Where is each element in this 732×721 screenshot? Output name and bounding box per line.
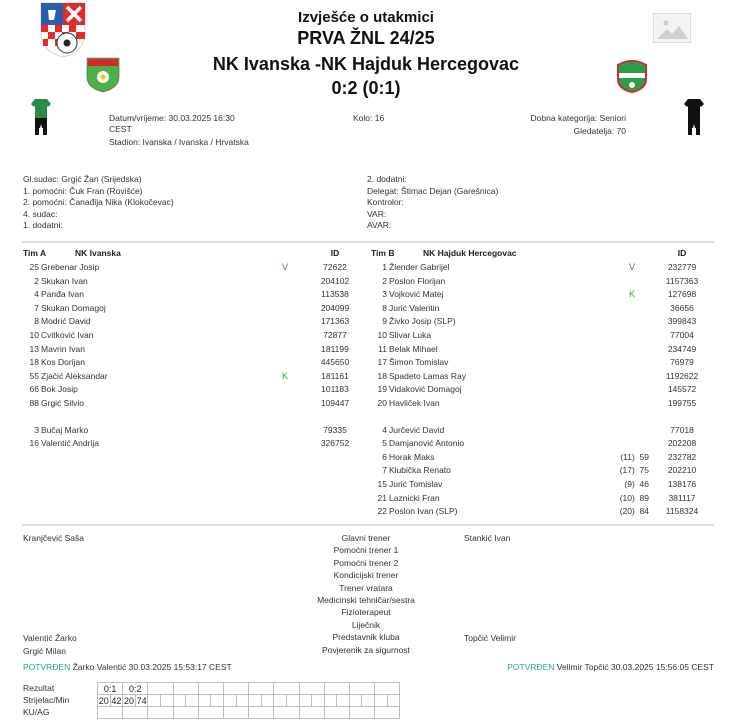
match-datetime: Datum/vrijeme: 30.03.2025 16:30: [109, 113, 235, 123]
kuag-cell: [198, 707, 223, 719]
empty-cell: [186, 695, 199, 707]
player-number: 11: [378, 343, 387, 354]
player-name: Horak Maks: [389, 451, 435, 462]
player-number: 3: [34, 424, 39, 435]
player-name: Jurić Valentin: [389, 302, 440, 313]
fourth-official: 4. sudac:: [23, 208, 58, 219]
match-timezone: CEST: [109, 124, 132, 134]
delegate: Delegat: Štimac Dejan (Garešnica): [367, 185, 499, 196]
player-number: 25: [29, 262, 39, 272]
player-number: 66: [29, 384, 39, 395]
home-club-rep: Valentić Žarko: [23, 633, 77, 643]
staff-role-label: Kondicijski trener: [333, 570, 399, 581]
player-number: 10: [29, 330, 39, 340]
player-row: [371, 370, 711, 383]
team-b-label: Tim B: [371, 248, 395, 258]
player-number: 2: [34, 275, 39, 286]
empty-cell: [312, 695, 325, 707]
player-number: 13: [29, 343, 39, 354]
empty-cell: [173, 695, 186, 707]
player-number: 4: [382, 424, 387, 435]
player-number: 18: [377, 370, 387, 381]
player-id: 202208: [667, 438, 697, 449]
staff-role-label: Glavni trener: [341, 533, 391, 543]
captain-mark: K: [282, 370, 289, 381]
player-row: [371, 302, 711, 315]
substitute-row: [371, 492, 711, 505]
away-club-rep: Topčić Velimir: [464, 633, 516, 643]
match-stadium: Stadion: Ivanska / Ivanska / Hrvatska: [109, 137, 249, 147]
player-row: [23, 315, 363, 328]
staff-role-label: Povjerenik za sigurnost: [322, 644, 410, 655]
player-id: 445650: [320, 357, 350, 368]
player-number: 6: [382, 451, 387, 462]
player-row: [371, 261, 711, 274]
player-id: 76979: [670, 357, 694, 368]
kuag-cell: [98, 707, 123, 719]
substitute-row: [371, 464, 711, 477]
player-row: [23, 288, 363, 301]
substitute-row: [371, 424, 711, 437]
empty-cell: [375, 695, 388, 707]
player-name: Modrić David: [41, 316, 91, 327]
home-kit-icon: [30, 98, 52, 136]
empty-cell: [148, 683, 173, 695]
player-id: 77018: [670, 424, 694, 435]
player-number: 16: [29, 438, 39, 449]
player-name: Klubička Renato: [389, 465, 451, 476]
result-grid: [97, 682, 400, 719]
player-row: [23, 370, 363, 383]
kuag-cell: [274, 707, 299, 719]
player-row: [371, 288, 711, 301]
team-a-label: Tim A: [23, 248, 47, 258]
player-row: [23, 261, 363, 274]
staff-role-label: Liječnik: [351, 619, 381, 630]
empty-cell: [299, 683, 324, 695]
player-number: 22: [377, 506, 387, 517]
captain-mark: K: [629, 289, 636, 300]
empty-cell: [324, 683, 349, 695]
player-id: 199755: [667, 398, 697, 408]
player-name: Spadeto Lamas Ray: [389, 370, 467, 381]
report-title: Izvješće o utakmici: [298, 9, 434, 26]
player-number: 21: [377, 492, 387, 503]
player-id: 1157363: [665, 275, 699, 286]
staff-role-label: Fizioterapeut: [341, 607, 391, 618]
player-row: [23, 343, 363, 356]
player-id: 202210: [667, 465, 697, 476]
player-name: Žlender Gabrijel: [389, 262, 450, 272]
minute-cell: 74: [136, 695, 147, 706]
empty-cell: [337, 695, 350, 707]
empty-cell: [375, 683, 400, 695]
player-row: [371, 329, 711, 342]
player-id: 181161: [321, 370, 349, 381]
substitution-info: (9) 46: [624, 479, 649, 489]
team-b-id-header: ID: [677, 248, 687, 258]
away-kit-icon: [683, 98, 705, 136]
player-id: 234749: [667, 343, 697, 354]
kuag-cell: [349, 707, 374, 719]
minute-cell: 42: [111, 695, 122, 706]
kuag-cell: [299, 707, 324, 719]
home-confirmation: [23, 662, 232, 672]
home-confirmed-text: Žarko Valentić 30.03.2025 15:53:17 CEST: [72, 662, 232, 672]
substitution-info: (10) 89: [619, 492, 649, 503]
player-number: 4: [34, 289, 39, 300]
player-name: Laznicki Fran: [389, 492, 440, 503]
player-number: 15: [377, 479, 387, 489]
player-number: 3: [382, 289, 387, 300]
kuag-cell: [249, 707, 274, 719]
player-number: 5: [382, 438, 387, 449]
player-number: 8: [34, 316, 39, 327]
player-row: [371, 356, 711, 369]
player-name: Belak Mihael: [389, 343, 438, 354]
player-name: Zjačić Aleksandar: [41, 370, 108, 381]
player-name: Bučaj Marko: [41, 424, 89, 435]
team-b-name: NK Hajduk Hercegovac: [423, 248, 517, 258]
result-cell: 0:1: [98, 683, 123, 695]
staff-role-label: Predstavnik kluba: [332, 632, 400, 643]
empty-cell: [274, 695, 287, 707]
player-id: 326752: [320, 438, 350, 449]
team-a-id-header: ID: [330, 248, 340, 258]
officials-left: [23, 174, 174, 232]
kuag-cell: [148, 707, 173, 719]
player-number: 7: [382, 465, 387, 476]
empty-cell: [286, 695, 299, 707]
empty-cell: [249, 695, 262, 707]
player-name: Mavrin Ivan: [41, 343, 85, 354]
assistant-2: 2. pomoćni: Čanađija Nika (Klokočevac): [23, 197, 174, 207]
home-confirmed-status: POTVRĐEN: [23, 662, 71, 672]
substitute-row: [23, 437, 363, 450]
match-score: 0:2 (0:1): [331, 78, 401, 98]
player-name: Poslon Ivan (SLP): [389, 506, 458, 517]
match-round: Kolo: 16: [353, 113, 385, 123]
empty-cell: [299, 695, 312, 707]
substitute-row: [371, 437, 711, 450]
empty-cell: [349, 695, 362, 707]
empty-cell: [261, 695, 274, 707]
player-name: Vidaković Domagoj: [389, 384, 462, 395]
substitute-row: [371, 451, 711, 464]
substitute-row: [371, 505, 711, 518]
player-number: 55: [29, 370, 39, 381]
player-name: Skukan Ivan: [41, 275, 88, 286]
player-id: 127698: [667, 289, 697, 300]
empty-cell: [349, 683, 374, 695]
home-head-coach: Kranjčević Saša: [23, 533, 84, 543]
team-a-name: NK Ivanska: [75, 248, 121, 258]
kuag-cell: [173, 707, 198, 719]
player-id: 79335: [323, 424, 347, 435]
player-number: 19: [377, 384, 387, 395]
player-id: 399843: [667, 316, 697, 327]
player-number: 7: [34, 302, 39, 313]
empty-cell: [211, 695, 224, 707]
empty-cell: [362, 695, 375, 707]
kuag-cell: [223, 707, 248, 719]
grid-label-kuag: KU/AG: [23, 707, 50, 717]
empty-cell: [173, 683, 198, 695]
competition-title: PRVA ŽNL 24/25: [297, 28, 435, 48]
player-name: Damjanović Antonio: [389, 438, 465, 449]
player-row: [23, 329, 363, 342]
empty-cell: [198, 683, 223, 695]
kuag-cell: [324, 707, 349, 719]
player-name: Grgić Silvio: [41, 398, 84, 408]
player-name: Jurić Tomislav: [389, 479, 443, 489]
age-category: Dobna kategorija: Seniori: [530, 113, 626, 123]
goalkeeper-mark: V: [629, 262, 636, 272]
player-row: [23, 397, 363, 410]
player-row: [371, 315, 711, 328]
player-name: Skukan Domagoj: [41, 302, 106, 313]
player-number: 8: [382, 302, 387, 313]
player-id: 138176: [667, 479, 697, 489]
player-number: 10: [377, 330, 387, 340]
player-id: 1158324: [665, 506, 699, 517]
player-row: [23, 275, 363, 288]
goalkeeper-mark: V: [282, 262, 289, 272]
player-id: 204102: [320, 275, 350, 286]
player-name: Havliček Ivan: [389, 398, 440, 408]
empty-cell: [198, 695, 211, 707]
player-id: 113538: [321, 289, 349, 300]
away-confirmed-status: POTVRĐEN: [507, 662, 555, 672]
player-id: 72622: [323, 262, 347, 272]
player-number: 2: [382, 275, 387, 286]
player-id: 204099: [320, 302, 350, 313]
player-id: 101183: [321, 384, 349, 395]
away-team-name: NK Hajduk Hercegovac: [321, 54, 520, 74]
player-name: Panđa Ivan: [41, 289, 85, 300]
officials-right: [367, 174, 498, 232]
empty-cell: [387, 695, 400, 707]
player-name: Jurčević David: [389, 424, 445, 435]
divider: [22, 524, 714, 526]
controller: Kontrolor:: [367, 197, 404, 207]
grid-label-scorer: Strijelac/Min: [23, 695, 70, 705]
player-name: Živko Josip (SLP): [389, 316, 456, 327]
player-name: Kos Dorijan: [41, 357, 85, 368]
team-separator: -: [315, 54, 321, 74]
away-head-coach: Stankić Ivan: [464, 533, 511, 543]
kuag-cell: [375, 707, 400, 719]
substitute-row: [23, 424, 363, 437]
player-number: 1: [382, 262, 387, 272]
player-number: 88: [29, 398, 39, 408]
player-row: [371, 275, 711, 288]
player-row: [371, 383, 711, 396]
player-id: 171363: [320, 316, 350, 327]
player-name: Valentić Andrija: [41, 438, 99, 449]
scorer-cell: 20: [123, 695, 134, 706]
referee: Gl.sudac: Grgić Žan (Srijedska): [23, 174, 142, 184]
player-id: 36656: [670, 302, 694, 313]
var-official: VAR:: [367, 208, 387, 219]
player-id: 232779: [667, 262, 697, 272]
player-name: Šimon Tomislav: [389, 357, 449, 368]
result-cell: 0:2: [123, 683, 148, 695]
home-team-name: NK Ivanska: [212, 54, 310, 74]
player-row: [23, 302, 363, 315]
player-row: [23, 356, 363, 369]
substitution-info: (20) 84: [619, 506, 649, 517]
player-id: 232782: [667, 451, 697, 462]
empty-cell: [236, 695, 249, 707]
kuag-cell: [123, 707, 148, 719]
scorer-cell: 20: [98, 695, 109, 706]
player-id: 381117: [668, 492, 696, 503]
player-id: 181199: [321, 343, 349, 354]
empty-cell: [223, 683, 248, 695]
player-row: [23, 383, 363, 396]
player-id: 72877: [323, 330, 347, 340]
player-name: Slivar Luka: [389, 330, 432, 340]
player-id: 145572: [667, 384, 697, 395]
player-number: 20: [377, 398, 387, 408]
additional-1: 1. dodatni:: [23, 220, 63, 230]
home-security-officer: Grgić Milan: [23, 646, 66, 656]
player-number: 17: [377, 357, 387, 368]
additional-2: 2. dodatni:: [367, 174, 407, 184]
player-row: [371, 343, 711, 356]
player-id: 1192622: [665, 370, 699, 381]
player-name: Bok Josip: [41, 384, 78, 395]
player-row: [371, 397, 711, 410]
empty-cell: [324, 695, 337, 707]
player-name: Vojković Matej: [389, 289, 444, 300]
player-name: Poslon Florijan: [389, 275, 446, 286]
player-name: Cvitković Ivan: [41, 330, 94, 340]
empty-cell: [274, 683, 299, 695]
staff-role-label: Trener vratara: [339, 582, 393, 593]
away-confirmation: [507, 662, 714, 672]
match-title: [0, 54, 732, 75]
empty-cell: [160, 695, 173, 707]
spectators: Gledatelja: 70: [573, 126, 626, 136]
staff-role-label: Medicinski tehničar/sestra: [317, 595, 415, 605]
away-confirmed-text: Velimir Topčić 30.03.2025 15:56:05 CEST: [556, 662, 714, 672]
empty-cell: [223, 695, 236, 707]
substitution-info: (17) 75: [619, 465, 649, 476]
divider: [22, 241, 714, 243]
assistant-1: 1. pomoćni: Čuk Fran (Rovišće): [23, 185, 143, 196]
grid-label-result: Rezultat: [23, 683, 55, 693]
substitute-row: [371, 478, 711, 491]
player-number: 18: [29, 357, 39, 368]
player-name: Grebenar Josip: [41, 262, 100, 272]
avar-official: AVAR:: [367, 220, 392, 230]
staff-role-label: Pomoćni trener 2: [333, 557, 399, 568]
player-number: 9: [382, 316, 387, 327]
substitution-info: (11) 59: [620, 451, 649, 462]
empty-cell: [148, 695, 161, 707]
staff-role-label: Pomoćni trener 1: [333, 545, 399, 556]
empty-cell: [249, 683, 274, 695]
player-id: 109447: [320, 398, 350, 408]
player-id: 77004: [670, 330, 694, 340]
